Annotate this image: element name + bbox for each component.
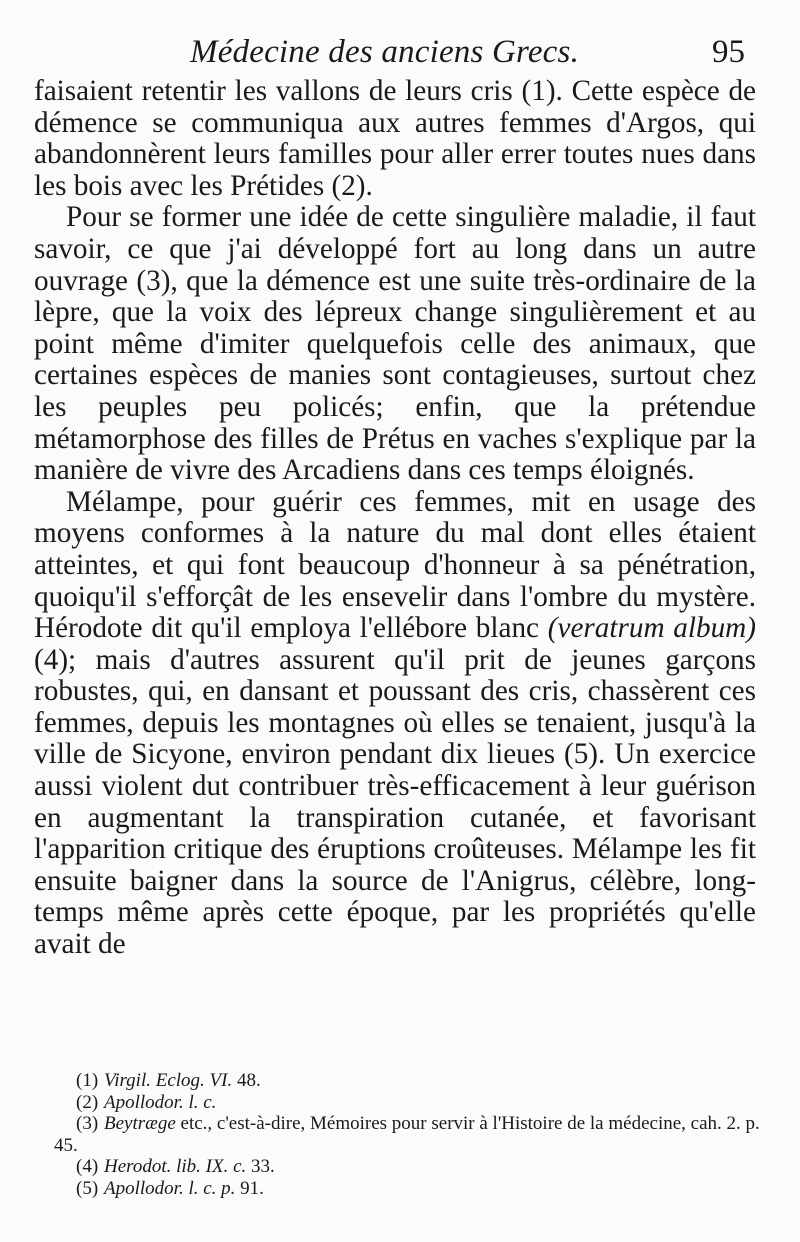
footnote-citation: Apollodor. l. c. p. xyxy=(104,1177,236,1199)
body-text xyxy=(34,76,756,961)
footnote xyxy=(54,1092,766,1114)
footnote-mark: (4) xyxy=(76,1156,99,1177)
footnote-mark: (5) xyxy=(76,1177,99,1199)
footnote-text: 33. xyxy=(246,1156,275,1177)
footnote xyxy=(54,1070,766,1092)
footnotes xyxy=(54,1070,766,1199)
footnote-citation: Virgil. Eclog. VI. xyxy=(104,1070,233,1091)
paragraph xyxy=(34,76,756,202)
footnote-mark: (3) xyxy=(76,1113,99,1134)
italic-text: (veratrum album) xyxy=(547,612,756,645)
footnote xyxy=(54,1113,766,1156)
footnote-citation: Herodot. lib. IX. c. xyxy=(104,1156,247,1177)
paragraph xyxy=(34,202,756,486)
footnote-citation: Apollodor. l. c. xyxy=(104,1091,217,1113)
page-number: 95 xyxy=(712,34,745,70)
footnote xyxy=(54,1156,766,1178)
paragraph-text: faisaient retentir les vallons de leurs cris (1). Cette espèce de démence se communiqua aux autres femmes d'Argos, qui abandonnèrent leurs familles pour aller errer toutes nues dans les bois avec les Prétides (2). xyxy=(34,75,756,202)
paragraph xyxy=(34,487,756,961)
footnote-mark: (1) xyxy=(76,1070,99,1091)
paragraph-text: Pour se former une idée de cette singulière maladie, il faut savoir, ce que j'ai développé fort au long dans un autre ouvrage (3), que la démence est une suite très-ordinaire de la lèpre, que la voix des lépreux change singulièrement et au point même d'imiter quelquefois celle des animaux, que certaines espèces de manies sont contagieuses, surtout chez les peuples peu policés; enfin, que la prétendue métamorphose des filles de Prétus en vaches s'explique par la manière de vivre des Arcadiens dans ces temps éloignés. xyxy=(34,201,756,487)
footnote-text: etc., c'est-à-dire, Mémoires pour servir à l'Histoire de la médecine, cah. 2. p. 45. xyxy=(54,1113,760,1156)
footnote-citation: Beytræge xyxy=(104,1113,176,1134)
page-header xyxy=(0,34,800,78)
footnote-text: 48. xyxy=(232,1070,261,1091)
running-title: Médecine des anciens Grecs. xyxy=(190,34,580,70)
paragraph-text: (4); mais d'autres assurent qu'il prit de jeunes garçons robustes, qui, en dansant et poussant des cris, chassèrent ces femmes, depuis les montagnes où elles se tenaient, jusqu'à la ville de Sicyone, environ pendant dix lieues (5). Un exercice aussi violent dut contribuer très-efficacement à leur guérison en augmentant la transpiration cutanée, et favorisant l'apparition critique des éruptions croûteuses. Mélampe les fit ensuite baigner dans la source de l'Anigrus, célèbre, long-temps même après cette époque, par les propriétés qu'elle avait de xyxy=(34,643,756,961)
footnote xyxy=(54,1178,766,1200)
footnote-text: 91. xyxy=(235,1177,264,1199)
paragraph-text: Mélampe, pour guérir ces femmes, mit en usage des moyens conformes à la nature du mal dont elles étaient atteintes, et qui font beaucoup d'honneur à sa pénétration, quoiqu'il s'efforçât de les ensevelir dans l'ombre du mystère. Hérodote dit qu'il employa l'ellébore blanc xyxy=(34,485,756,645)
footnote-mark: (2) xyxy=(76,1091,99,1113)
